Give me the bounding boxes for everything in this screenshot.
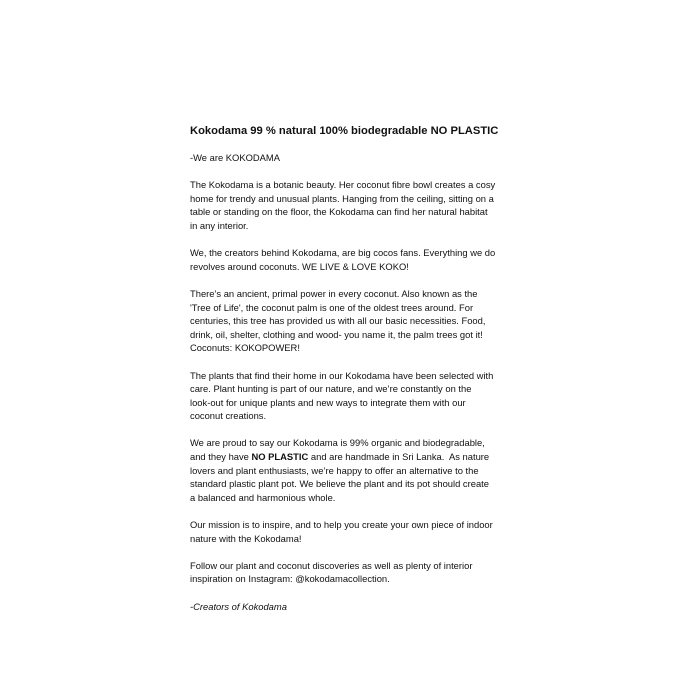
paragraph-line: The Kokodama is a botanic beauty. Her coconut fibre bowl creates a cosy: [190, 179, 496, 191]
paragraph-line: a balanced and harmonious whole.: [190, 491, 336, 503]
paragraph-line: look-out for unique plants and new ways to integrate them with our: [190, 396, 466, 408]
paragraph-creators: [190, 246, 530, 273]
paragraph-line: coconut creations.: [190, 410, 267, 422]
paragraph-line: There’s an ancient, primal power in every coconut. Also known as the: [190, 287, 478, 299]
paragraph-line: lovers and plant enthusiasts, we’re happy to offer an alternative to the: [190, 464, 479, 476]
intro-line: [190, 151, 530, 165]
document-title: Kokodama 99 % natural 100% biodegradable NO PLASTIC: [190, 125, 499, 137]
paragraph-line: care. Plant hunting is part of our nature, and we’re constantly on the: [190, 383, 472, 395]
paragraph-line: inspiration on Instagram: @kokodamacollection.: [190, 573, 390, 585]
paragraph-instagram: [190, 559, 530, 586]
paragraph-mission: [190, 518, 530, 545]
document-body: [190, 124, 530, 627]
paragraph-line: [190, 450, 530, 464]
paragraph-text: and they have: [190, 451, 252, 463]
paragraph-tree-of-life: [190, 287, 530, 355]
intro-text: -We are KOKODAMA: [190, 152, 280, 163]
paragraph-plant-hunting: [190, 369, 530, 423]
paragraph-line: We are proud to say our Kokodama is 99% organic and biodegradable,: [190, 437, 485, 449]
paragraph-line: revolves around coconuts. WE LIVE & LOVE KOKO!: [190, 260, 409, 272]
paragraph-text: and are handmade in Sri Lanka. As nature: [308, 451, 490, 463]
no-plastic-emphasis: NO PLASTIC: [251, 451, 309, 463]
paragraph-line: standard plastic plant pot. We believe the plant and its pot should create: [190, 478, 489, 490]
paragraph-line: Coconuts: KOKOPOWER!: [190, 342, 300, 354]
paragraph-line: in any interior.: [190, 219, 249, 231]
paragraph-line: table or standing on the floor, the Kokodama can find her natural habitat: [190, 206, 488, 218]
paragraph-line: drink, oil, shelter, clothing and wood- you name it, the palm trees got it!: [190, 328, 483, 340]
paragraph-line: nature with the Kokodama!: [190, 532, 302, 544]
paragraph-line: home for trendy and unusual plants. Hanging from the ceiling, sitting on a: [190, 192, 494, 204]
paragraph-line: Our mission is to inspire, and to help you create your own piece of indoor: [190, 519, 493, 531]
paragraph-line: 'Tree of Life', the coconut palm is one of the oldest trees around. For: [190, 301, 474, 313]
paragraph-line: We, the creators behind Kokodama, are big cocos fans. Everything we do: [190, 247, 496, 259]
paragraph-line: Follow our plant and coconut discoveries as well as plenty of interior: [190, 559, 473, 571]
signature: -Creators of Kokodama: [190, 600, 287, 612]
paragraph-no-plastic: [190, 436, 530, 504]
paragraph-line: centuries, this tree has provided us with all our basic necessities. Food,: [190, 315, 486, 327]
paragraph-botanic-beauty: [190, 178, 530, 232]
paragraph-line: The plants that find their home in our Kokodama have been selected with: [190, 369, 494, 381]
